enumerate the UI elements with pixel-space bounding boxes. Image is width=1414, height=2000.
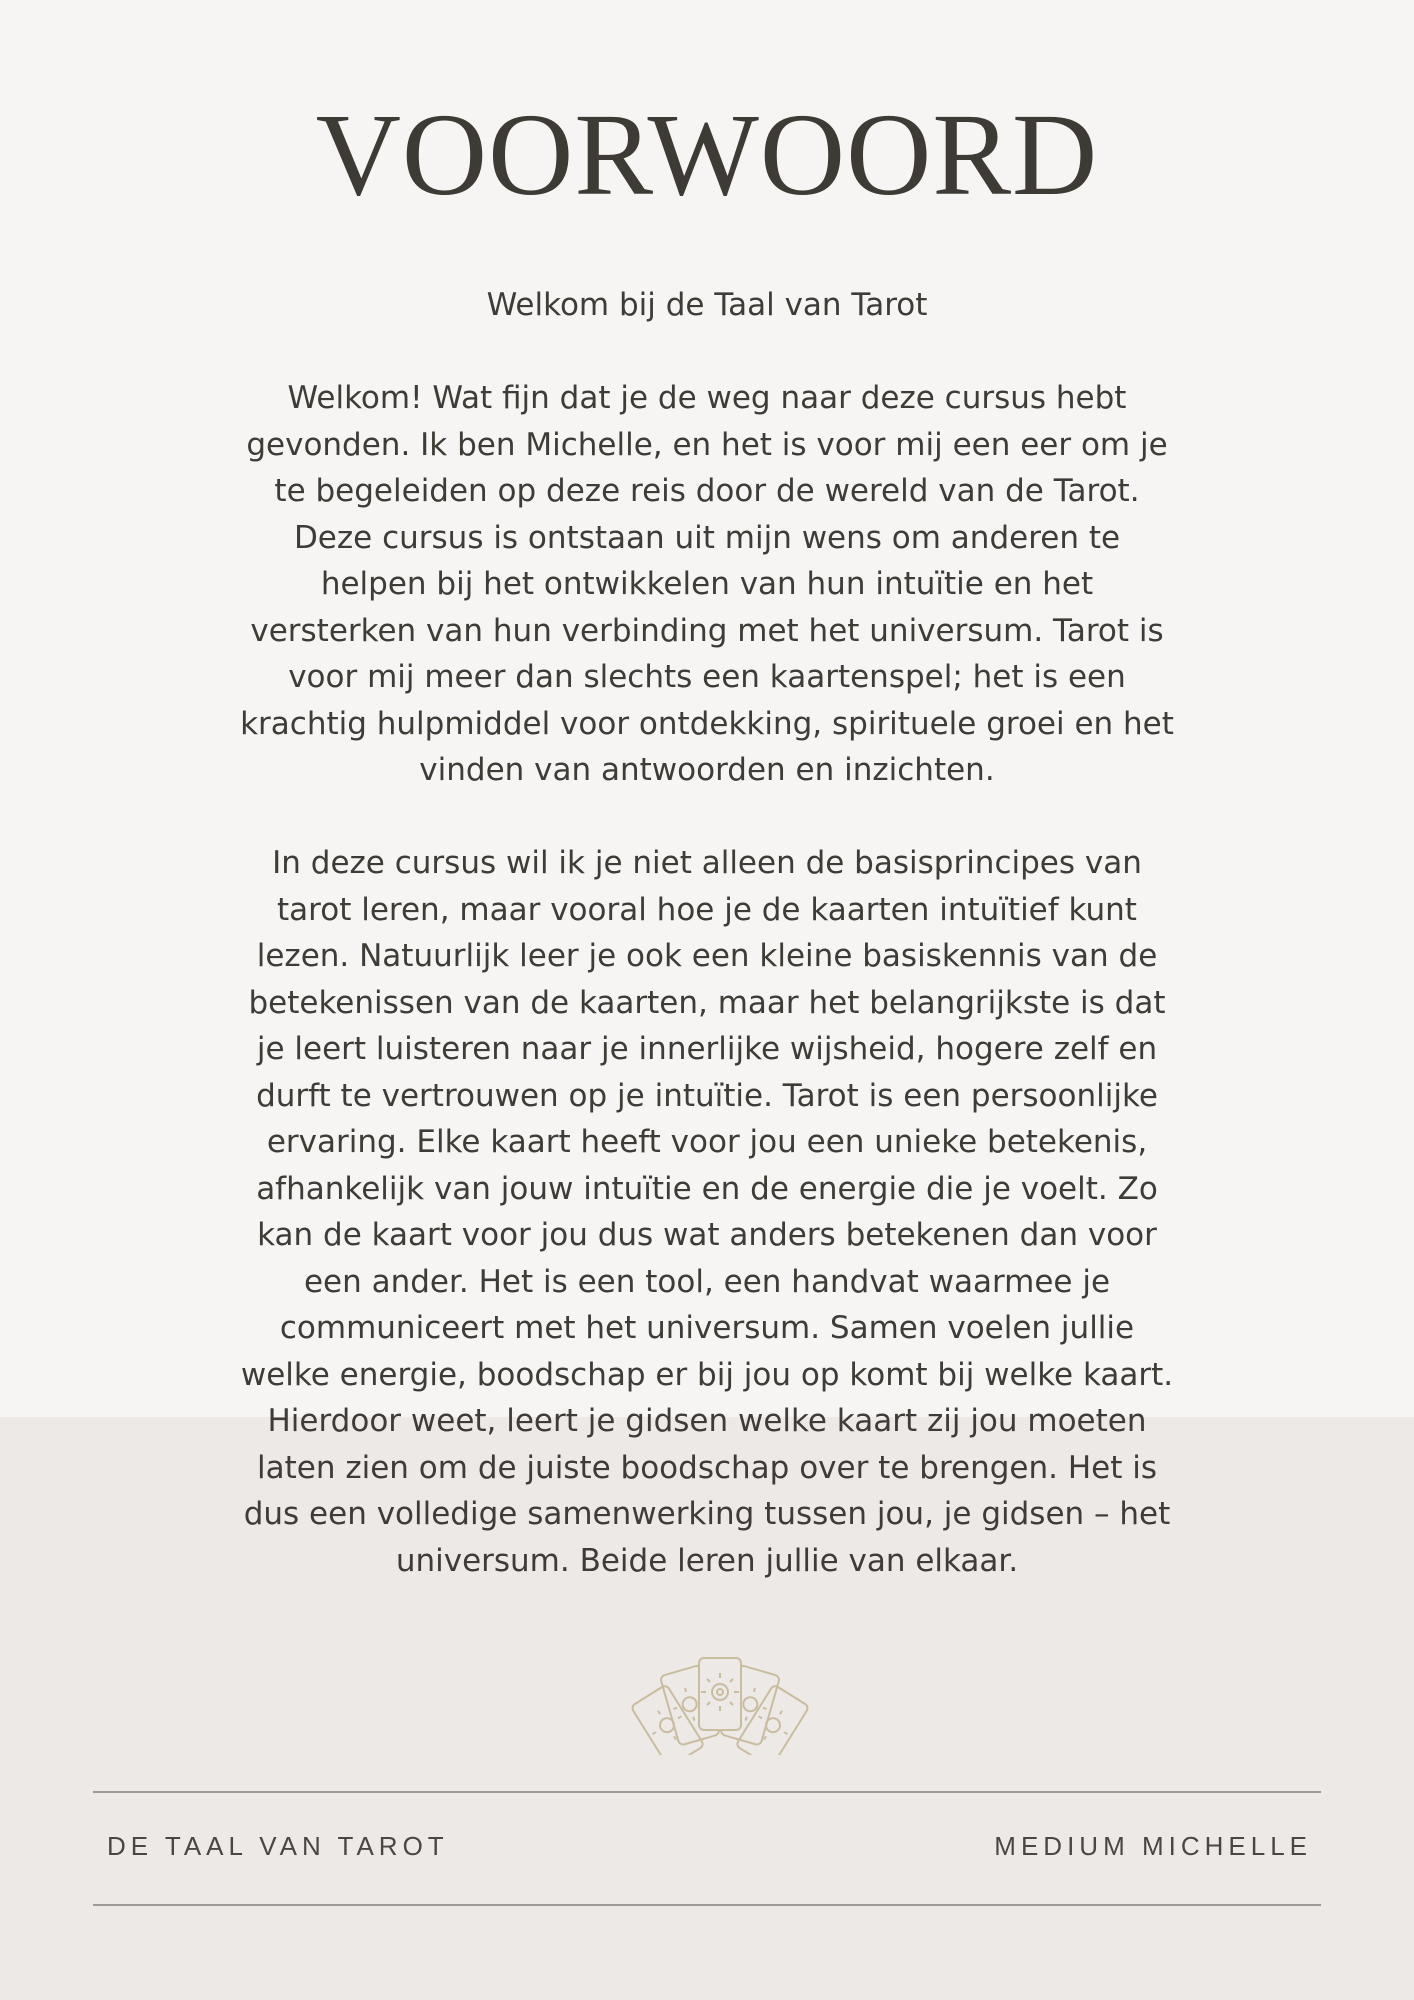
intro-heading: Welkom bij de Taal van Tarot: [486, 287, 928, 323]
paragraph-course: In deze cursus wil ik je niet alleen de basisprincipes van tarot leren, maar vooral hoe je de kaarten intuïtief kunt lezen. Natuurlijk leer je ook een kleine basiskennis van de betekenissen van de kaarten, maar het belangrijkste is dat je leert luisteren naar je innerlijke wijsheid, hogere zelf en durft te vertrouwen op je intuïtie. Tarot is een persoonlijke ervaring. Elke kaart heeft voor jou een unieke betekenis, afhankelijk van jouw intuïtie en de energie die je voelt. Zo kan de kaart voor jou dus wat anders betekenen dan voor een ander. Het is een tool, een handvat waarmee je communiceert met het universum. Samen voelen jullie welke energie, boodschap er bij jou op komt bij welke kaart. Hierdoor weet, leert je gidsen welke kaart zij jou moeten laten zien om de juiste boodschap over te brengen. Het is dus een volledige samenwerking tussen jou, je gidsen – het universum. Beide leren jullie van elkaar.: [240, 845, 1174, 1579]
footer-divider-top: [93, 1791, 1321, 1793]
footer-divider-bottom: [93, 1904, 1321, 1906]
tarot-cards-fan-icon: [620, 1650, 820, 1755]
body-content: [240, 282, 1174, 1584]
footer-course-name: DE TAAL VAN TAROT: [107, 1831, 449, 1861]
page-title: VOORWOORD: [315, 89, 1099, 220]
footer-author-name: MEDIUM MICHELLE: [994, 1831, 1312, 1861]
paragraph-welcome: Welkom! Wat fijn dat je de weg naar deze cursus hebt gevonden. Ik ben Michelle, en het is voor mij een eer om je te begeleiden op deze reis door de wereld van de Tarot. Deze cursus is ontstaan uit mijn wens om anderen te helpen bij het ontwikkelen van hun intuïtie en het versterken van hun verbinding met het universum. Tarot is voor mij meer dan slechts een kaartenspel; het is een krachtig hulpmiddel voor ontdekking, spirituele groei en het vinden van antwoorden en inzichten.: [240, 380, 1174, 788]
